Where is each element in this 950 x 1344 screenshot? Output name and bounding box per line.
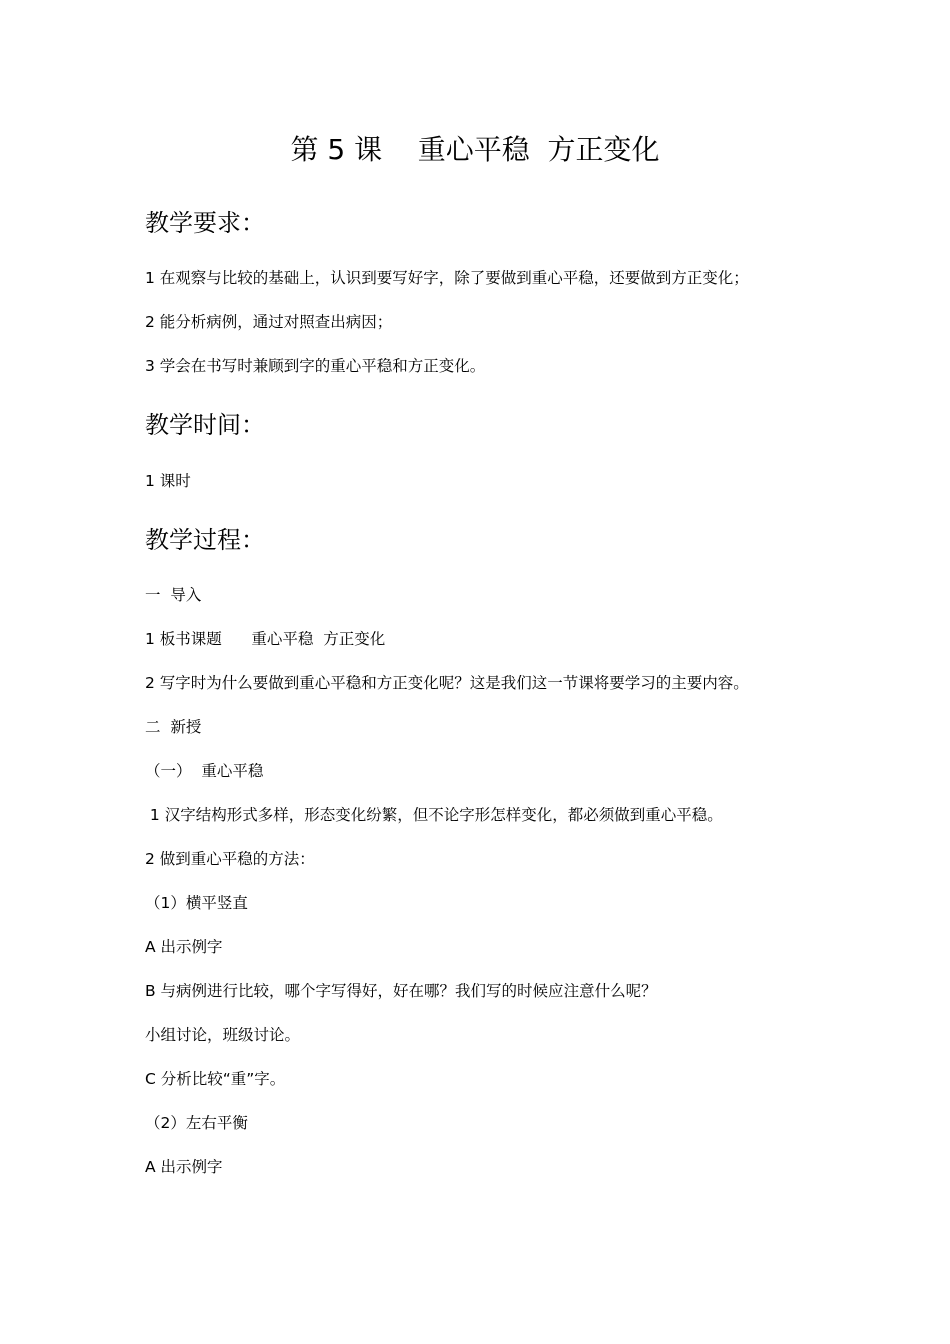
requirement-line-2: 2 能分析病例，通过对照查出病因；: [145, 313, 393, 331]
heading-teaching-requirements: 教学要求：: [145, 209, 265, 237]
time-line-1: 1 课时: [145, 472, 191, 490]
process-line-8: （1）横平竖直: [145, 894, 248, 912]
requirement-line-1: 1 在观察与比较的基础上，认识到要写好字，除了要做到重心平稳，还要做到方正变化；: [145, 269, 749, 287]
process-line-6: 1 汉字结构形式多样，形态变化纷繁，但不论字形怎样变化，都必须做到重心平稳。: [145, 806, 723, 824]
process-line-4: 二 新授: [145, 718, 202, 736]
heading-teaching-time: 教学时间：: [145, 411, 265, 439]
process-line-7: 2 做到重心平稳的方法：: [145, 850, 315, 868]
heading-teaching-process: 教学过程：: [145, 526, 265, 554]
process-line-9: A 出示例字: [145, 938, 223, 956]
process-line-11: 小组讨论，班级讨论。: [145, 1026, 301, 1044]
process-line-10: B 与病例进行比较，哪个字写得好，好在哪？我们写的时候应注意什么呢？: [145, 982, 657, 1000]
process-line-13: （2）左右平衡: [145, 1114, 248, 1132]
process-line-5: （一） 重心平稳: [145, 762, 264, 780]
lesson-title: 第 5 课 重心平稳 方正变化: [290, 133, 660, 166]
process-line-12: C 分析比较“重”字。: [145, 1070, 286, 1088]
process-line-1: 一 导入: [145, 586, 202, 604]
process-line-2: 1 板书课题 重心平稳 方正变化: [145, 630, 386, 648]
process-line-14: A 出示例字: [145, 1158, 223, 1176]
requirement-line-3: 3 学会在书写时兼顾到字的重心平稳和方正变化。: [145, 357, 486, 375]
process-line-3: 2 写字时为什么要做到重心平稳和方正变化呢？这是我们这一节课将要学习的主要内容。: [145, 674, 749, 692]
